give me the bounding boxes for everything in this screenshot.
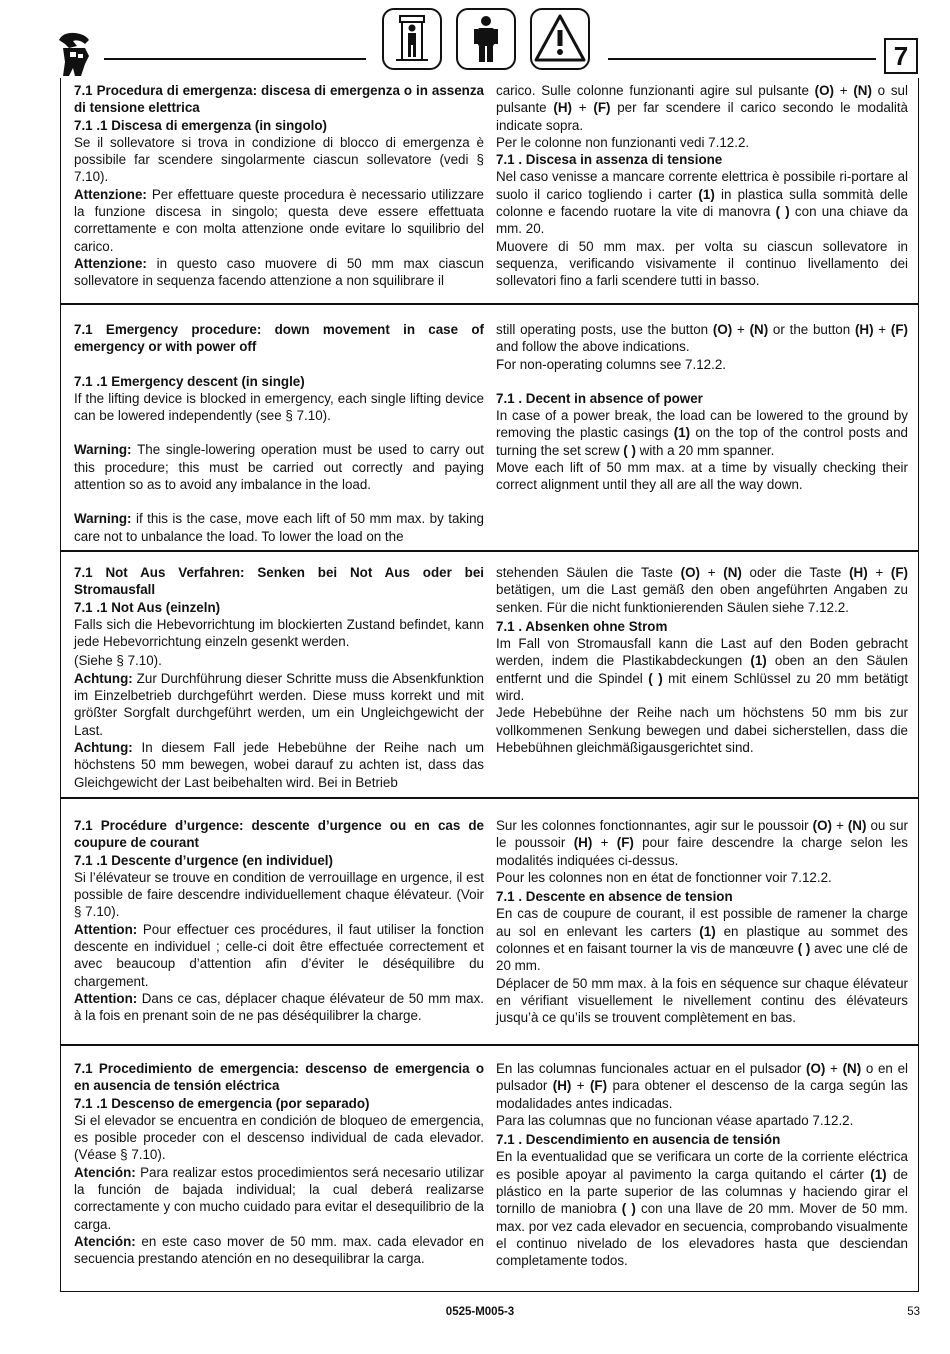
page-header xyxy=(0,0,950,84)
text-run: + xyxy=(831,818,848,833)
part-ref: ( ) xyxy=(648,670,663,686)
text-run: + xyxy=(825,1061,843,1076)
button-ref: (H) xyxy=(849,565,868,580)
part-ref: ( ) xyxy=(775,204,790,220)
warning-text: The single-lowering operation must be used to carry out this procedure; this must be carried out correctly and paying attention so as to avoid any imbalance in the load. xyxy=(74,442,484,493)
section-spanish-left-column xyxy=(74,1060,484,1268)
text-run: carico. Sulle colonne funzionanti agire sul pulsante xyxy=(496,83,815,98)
button-ref: (N) xyxy=(842,1061,862,1076)
paragraph xyxy=(496,407,908,459)
text-run: per far scendere il carico secondo le modalità indicate sopra. xyxy=(496,100,908,133)
paragraph: Pour les colonnes non en état de fonctionner voir 7.12.2. xyxy=(496,869,832,885)
warning-icon-frame xyxy=(530,8,590,70)
button-ref: (O) xyxy=(680,565,701,580)
text-run: oder die Taste xyxy=(741,565,850,580)
text-run: + xyxy=(572,100,594,116)
section-divider xyxy=(60,550,919,552)
text-run: stehenden Säulen die Taste xyxy=(496,565,681,580)
paragraph: Per le colonne non funzionanti vedi 7.12.2. xyxy=(496,134,750,150)
operator-icon xyxy=(384,10,440,68)
button-ref: (F) xyxy=(890,565,908,580)
part-ref: (1) xyxy=(699,923,716,939)
text-run: + xyxy=(873,322,891,337)
text-run: con una llave de 20 mm. Mover de 50 mm. max. por vez cada elevador en secuencia, comprobando visualmente el continuo nivelado de los elevadores hasta que desciendan completamente todos. xyxy=(496,1201,909,1269)
button-ref: (O) xyxy=(712,322,733,337)
part-ref: (1) xyxy=(698,186,715,202)
warning-label: Attenzione: xyxy=(74,255,147,271)
subsection-title: 7.1 .1 Discesa di emergenza (in singolo) xyxy=(74,117,328,133)
paragraph xyxy=(496,1060,908,1112)
button-ref: (N) xyxy=(853,83,872,98)
warning-paragraph xyxy=(74,1164,484,1233)
paragraph: Muovere di 50 mm max. per volta su ciascun sollevatore in sequenza, verificando visivamente il continuo livellamento dei sollevatori fino a farli scendere tutti in basso. xyxy=(496,238,908,289)
button-ref: (F) xyxy=(616,835,634,851)
paragraph xyxy=(496,321,908,356)
section-spanish-right-column xyxy=(496,1060,908,1270)
text-run: with a 20 mm spanner. xyxy=(635,442,775,458)
text-run: pour faire descendre la charge selon les modalités indiquées ci-dessus. xyxy=(496,835,908,868)
button-ref: (N) xyxy=(847,818,867,833)
text-run: betätigen, um die Last gemäß den oben angeführten Angaben zu senken. Für die nicht funktionierenden Säulen siehe 7.12.2. xyxy=(496,582,908,615)
subsection-title: 7.1 .1 Not Aus (einzeln) xyxy=(74,599,221,615)
paragraph: Si el elevador se encuentra en condición de bloqueo de emergencia, es posible proceder con el descenso individual de cada elevador. (Véase § 7.10). xyxy=(74,1112,484,1163)
warning-label: Attention: xyxy=(74,990,138,1006)
subsection-title: 7.1 . Decent in absence of power xyxy=(496,390,703,406)
paragraph: For non-operating columns see 7.12.2. xyxy=(496,356,727,372)
text-run: Im Fall von Stromausfall kann die Last auf den Boden gebracht werden, indem die Plastikabdeckungen xyxy=(496,636,908,669)
section-french-left-column xyxy=(74,817,484,1025)
section-divider xyxy=(60,1044,919,1046)
text-run: avec une clé de 20 mm. xyxy=(496,941,908,974)
button-ref: (F) xyxy=(589,1078,608,1094)
warning-text: in questo caso muovere di 50 mm max ciascun sollevatore in sequenza facendo attenzione a non squilibrare il xyxy=(74,255,484,289)
paragraph xyxy=(496,564,908,616)
section-divider xyxy=(60,303,919,305)
warning-text: Per effettuare queste procedura è necessario utilizzare la funzione discesa in singolo; questa deve essere effettuata correttamente e con molta attenzione onde evitare lo squilibrio del carico. xyxy=(74,186,484,254)
section-italian-left-column xyxy=(74,82,484,290)
paragraph: If the lifting device is blocked in emergency, each single lifting device can be lowered independently (see § 7.10). xyxy=(74,390,484,424)
button-ref: (F) xyxy=(890,322,908,337)
warning-paragraph xyxy=(74,441,484,493)
section-divider xyxy=(60,797,919,799)
section-title: 7.1 Not Aus Verfahren: Senken bei Not Aus oder bei Stromausfall xyxy=(74,565,484,598)
button-ref: (O) xyxy=(814,83,834,98)
warning-label: Attenzione: xyxy=(74,186,147,202)
text-run: + xyxy=(834,83,854,98)
subsection-title: 7.1 .1 Emergency descent (in single) xyxy=(74,373,305,389)
worker-icon-frame xyxy=(456,8,516,70)
button-ref: (N) xyxy=(723,565,742,580)
warning-paragraph xyxy=(74,921,484,990)
section-french-right-column xyxy=(496,817,908,1027)
text-run: Nel caso venisse a mancare corrente elettrica è possibile ri-portare al suolo il carico togliendo i carter xyxy=(496,169,908,202)
text-run: de plástico en la parte superior de las columnas y haciendo girar el tornillo de maniobra xyxy=(496,1166,908,1217)
text-run: in plastica sulla sommità delle colonne e facendo ruotare la vite di manovra xyxy=(496,186,908,220)
button-ref: (O) xyxy=(812,818,832,833)
button-ref: (H) xyxy=(553,100,572,116)
text-run: en plastique au sommet des colonnes et en faisant tourner la vis de manœuvre xyxy=(496,923,909,957)
warning-paragraph xyxy=(74,670,484,739)
warning-triangle-icon xyxy=(532,10,588,68)
chapter-number-box: 7 xyxy=(884,38,918,74)
header-rule-right xyxy=(608,58,876,60)
warning-label: Atención: xyxy=(74,1164,136,1180)
paragraph xyxy=(496,82,908,134)
section-german-left-column xyxy=(74,564,484,791)
text-run: still operating posts, use the button xyxy=(496,322,713,337)
subsection-title: 7.1 . Discesa in assenza di tensione xyxy=(496,152,723,168)
text-run: + xyxy=(867,565,891,580)
paragraph xyxy=(496,817,908,869)
subsection-title: 7.1 .1 Descente d’urgence (en individuel) xyxy=(74,852,333,868)
paragraph: Jede Hebebühne der Reihe nach um höchstens 50 mm bis zur vollkommenen Senkung bewegen und dabei sicherstellen, dass die Hebebühnen gleichmäßigausgerichtet sind. xyxy=(496,705,908,755)
paragraph: (Siehe § 7.10). xyxy=(74,653,162,669)
warning-text: In diesem Fall jede Hebebühne der Reihe nach um höchstens 50 mm bewegen, wobei darauf zu achten ist, dass das Gleichgewicht der Last beibehalten wird. Bei in Betrieb xyxy=(74,739,484,790)
section-german-right-column xyxy=(496,564,908,756)
text-run: In case of a power break, the load can be lowered to the ground by removing the plastic casings xyxy=(496,408,908,441)
text-run: Sur les colonnes fonctionnantes, agir sur le poussoir xyxy=(496,818,813,833)
button-ref: (H) xyxy=(854,322,874,337)
paragraph xyxy=(496,635,908,704)
warning-paragraph xyxy=(74,739,484,791)
part-ref: (1) xyxy=(870,1166,887,1182)
warning-label: Warning: xyxy=(74,511,132,527)
text-run: + xyxy=(700,565,724,580)
part-ref: ( ) xyxy=(797,941,811,957)
button-ref: (O) xyxy=(806,1061,826,1076)
button-ref: (H) xyxy=(552,1078,572,1094)
text-run: + xyxy=(571,1078,590,1094)
warning-text: Para realizar estos procedimientos será necesario utilizar la función de bajada individual; la cual deberá realizarse correctamente y con mucho cuidado para evitar el desequilibrio de la carga. xyxy=(74,1164,484,1232)
part-ref: (1) xyxy=(673,425,691,441)
subsection-title: 7.1 . Absenken ohne Strom xyxy=(496,618,668,634)
header-rule-left xyxy=(104,58,366,60)
paragraph xyxy=(496,905,908,974)
text-run: on the top of the control posts and turning the set screw xyxy=(496,425,908,458)
paragraph: Move each lift of 50 mm max. at a time by visually checking their correct alignment until they all are all the way down. xyxy=(496,460,908,493)
paragraph: Falls sich die Hebevorrichtung im blockierten Zustand befindet, kann jede Hebevorrichtung einzeln gesenkt werden. xyxy=(74,616,484,650)
section-title: 7.1 Procédure d’urgence: descente d’urgence ou en cas de coupure de courant xyxy=(74,818,484,851)
warning-text: Zur Durchführung dieser Schritte muss die Absenkfunktion im Einzelbetrieb durchgeführt werden. Diese muss korrekt und mit größter Sorgfalt durchgeführt werden, um ein Ungleichgewicht der Last. xyxy=(74,670,484,738)
page-number: 53 xyxy=(907,1306,920,1318)
worker-icon xyxy=(458,10,514,68)
text-run: En las columnas funcionales actuar en el pulsador xyxy=(496,1061,806,1076)
warning-label: Attention: xyxy=(74,921,138,937)
warning-text: en este caso mover de 50 mm. max. cada elevador en secuencia prestando atención en no desequilibrar la carga. xyxy=(74,1233,484,1267)
part-ref: (1) xyxy=(750,653,767,669)
section-title: 7.1 Procedimiento de emergencia: descenso de emergencia o en ausencia de tensión eléctrica xyxy=(74,1061,484,1094)
paragraph xyxy=(496,168,908,237)
paragraph: Si l’élévateur se trouve en condition de verrouillage en urgence, il est possible de faire descendre individuellement chaque élévateur. (Voir § 7.10). xyxy=(74,869,484,920)
paragraph: Déplacer de 50 mm max. à la fois en séquence sur chaque élévateur en vérifiant visuellement le nivellement continu des élévateurs jusqu’à ce qu’ils se trouvent complètement en bas. xyxy=(496,975,908,1026)
text-run: or the button xyxy=(768,322,855,337)
part-ref: ( ) xyxy=(621,1201,636,1217)
section-title: 7.1 Emergency procedure: down movement in case of emergency or with power off xyxy=(74,322,484,355)
text-run: and follow the above indications. xyxy=(496,339,690,355)
section-title: 7.1 Procedura di emergenza: discesa di emergenza o in assenza di tensione elettrica xyxy=(74,83,484,116)
text-run: + xyxy=(732,322,750,337)
text-run: o sul pulsante xyxy=(496,83,908,116)
part-ref: ( ) xyxy=(623,442,636,458)
warning-paragraph xyxy=(74,1233,484,1268)
text-run: + xyxy=(592,835,617,851)
warning-label: Achtung: xyxy=(74,670,133,686)
operator-icon-frame xyxy=(382,8,442,70)
warning-paragraph xyxy=(74,510,484,545)
paragraph xyxy=(496,1148,908,1269)
warning-text: Dans ce cas, déplacer chaque élévateur de 50 mm max. à la fois en prenant soin de ne pas déséquilibrer la charge. xyxy=(74,990,484,1024)
text-run: o en el pulsador xyxy=(496,1061,908,1094)
subsection-title: 7.1 .1 Descenso de emergencia (por separado) xyxy=(74,1095,370,1111)
text-run: En cas de coupure de courant, il est possible de ramener la charge au sol en enlevant les carters xyxy=(496,906,908,939)
warning-label: Warning: xyxy=(74,442,132,458)
text-run: oben an den Säulen entfernt und die Spindel xyxy=(496,653,909,686)
text-run: con una chiave da mm. 20. xyxy=(496,204,908,237)
button-ref: (F) xyxy=(593,100,611,116)
warning-label: Atención: xyxy=(74,1233,136,1249)
text-run: ou sur le poussoir xyxy=(496,818,908,851)
hand-warning-logo xyxy=(55,30,97,78)
warning-paragraph xyxy=(74,990,484,1025)
section-english-left-column xyxy=(74,321,484,545)
paragraph: Para las columnas que no funcionan véase apartado 7.12.2. xyxy=(496,1112,854,1128)
button-ref: (H) xyxy=(573,835,593,851)
text-run: En la eventualidad que se verificara un corte de la corriente eléctrica es posible apoyar al pavimento la carga quitando el cárter xyxy=(496,1149,908,1182)
text-run: mit einem Schlüssel zu 20 mm betätigt wird. xyxy=(496,670,908,704)
warning-paragraph xyxy=(74,255,484,290)
warning-text: Pour effectuer ces procédures, il faut utiliser la fonction descente en individuel ; celle-ci doit être effectuée correctement et avec beaucoup d’attention afin d’éviter le déséquilibre du chargement. xyxy=(74,921,484,989)
button-ref: (N) xyxy=(749,322,769,337)
warning-label: Achtung: xyxy=(74,739,133,755)
subsection-title: 7.1 . Descendimiento en ausencia de tensión xyxy=(496,1132,781,1148)
paragraph: Se il sollevatore si trova in condizione di blocco di emergenza è possibile far scendere singolarmente ciascun sollevatore (vedi § 7.10). xyxy=(74,134,484,185)
text-run: para obtener el descenso de la carga según las modalidades antes indicadas. xyxy=(496,1078,908,1111)
section-english-right-column xyxy=(496,321,908,494)
warning-text: if this is the case, move each lift of 50 mm max. by taking care not to unbalance the load. To lower the load on the xyxy=(74,511,484,544)
document-code: 0525-M005-3 xyxy=(445,1306,515,1318)
subsection-title: 7.1 . Descente en absence de tension xyxy=(496,889,733,905)
warning-paragraph xyxy=(74,186,484,255)
section-italian-right-column xyxy=(496,82,908,290)
